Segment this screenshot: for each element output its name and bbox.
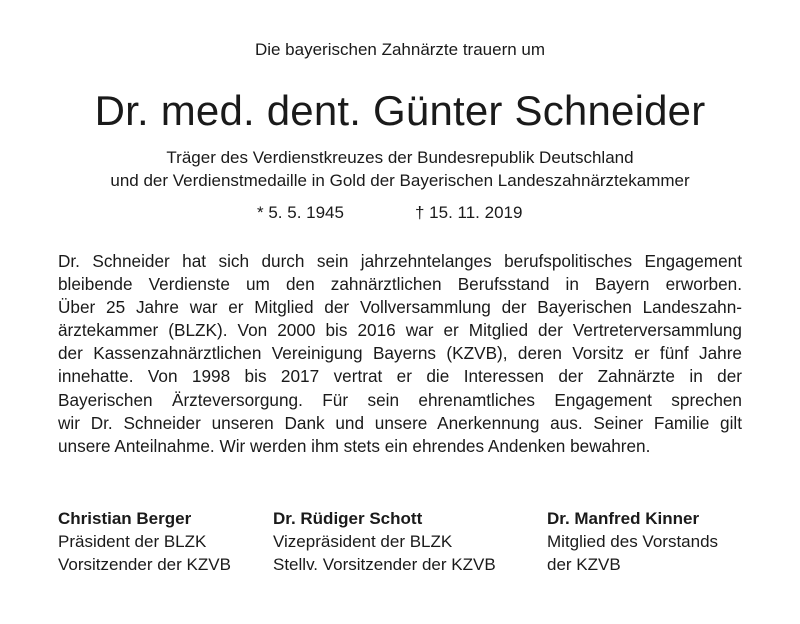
tribute-line: wir Dr. Schneider unseren Dank und unsere Anerkennung aus. Seiner Familie gilt bbox=[58, 412, 742, 433]
tribute-text bbox=[58, 250, 742, 458]
signatory bbox=[273, 507, 496, 576]
tribute-line: der Kassenzahnärztlichen Vereinigung Bayerns (KZVB), deren Vorsitz er fünf Jahre bbox=[58, 343, 742, 364]
tribute-line: bleibende Verdienste um den zahnärztlichen Berufsstand in Bayern erworben. bbox=[58, 274, 742, 295]
signatory-name: Dr. Rüdiger Schott bbox=[273, 509, 423, 528]
signatory bbox=[547, 507, 718, 576]
signatory-role: Mitglied des Vorstands bbox=[547, 532, 719, 551]
tribute-line: innehatte. Von 1998 bis 2017 vertrat er die Interessen der Zahnärzte in der bbox=[58, 366, 742, 387]
tribute-line: unsere Anteilnahme. Wir werden ihm stets ein ehrendes Andenken bewahren. bbox=[58, 435, 651, 456]
tribute-line: Über 25 Jahre war er Mitglied der Vollversammlung der Bayerischen Landeszahn- bbox=[58, 297, 742, 318]
tribute-line: Bayerischen Ärzteversorgung. Für sein ehrenamtliches Engagement sprechen bbox=[58, 389, 742, 410]
honor-line: Träger des Verdienstkreuzes der Bundesrepublik Deutschland bbox=[166, 148, 634, 167]
tribute-line: Dr. Schneider hat sich durch sein jahrzehntelanges berufspolitisches Engagement bbox=[58, 251, 742, 271]
signatory-role: Vizepräsident der BLZK bbox=[273, 532, 453, 551]
signatory-role: Stellv. Vorsitzender der KZVB bbox=[273, 555, 496, 574]
intro-line: Die bayerischen Zahnärzte trauern um bbox=[254, 40, 546, 59]
signatory bbox=[58, 507, 231, 576]
signatory-role: der KZVB bbox=[547, 555, 621, 574]
honor-line: und der Verdienstmedaille in Gold der Bayerischen Landeszahnärztekammer bbox=[110, 171, 690, 190]
signatory-role: Präsident der BLZK bbox=[58, 532, 207, 551]
birth-date: * 5. 5. 1945 bbox=[257, 203, 344, 222]
tribute-line: ärztekammer (BLZK). Von 2000 bis 2016 war er Mitglied der Vertreterversammlung bbox=[58, 320, 742, 341]
death-date: † 15. 11. 2019 bbox=[415, 203, 523, 222]
deceased-name: Dr. med. dent. Günter Schneider bbox=[94, 87, 706, 134]
signatory-name: Dr. Manfred Kinner bbox=[547, 509, 700, 528]
honors-block bbox=[0, 146, 800, 192]
signatory-name: Christian Berger bbox=[58, 509, 192, 528]
signatory-role: Vorsitzender der KZVB bbox=[58, 555, 231, 574]
